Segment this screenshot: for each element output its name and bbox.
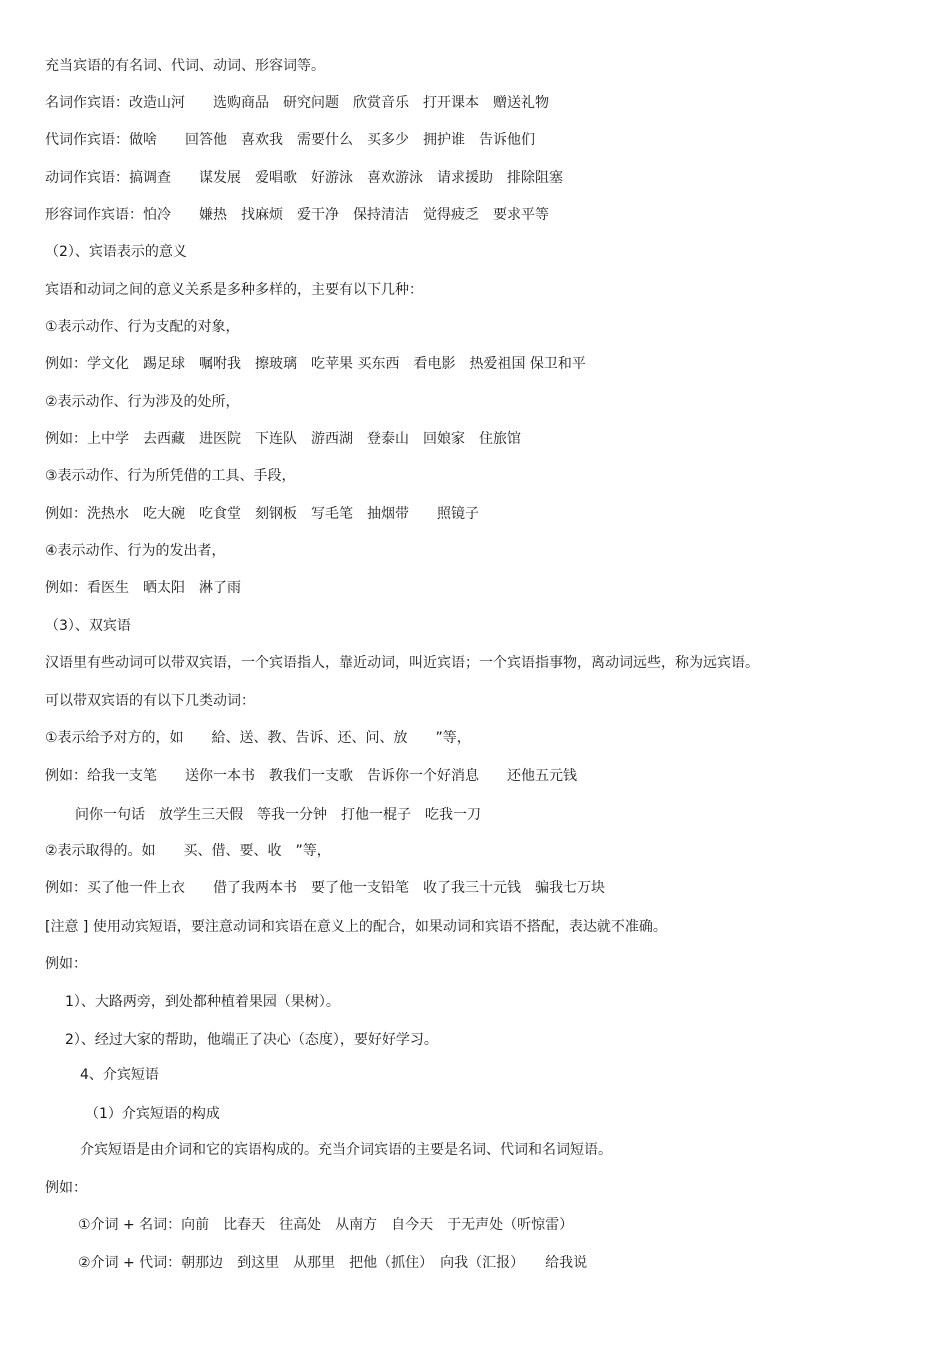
text-line: 例如：上中学 去西藏 进医院 下连队 游西湖 登泰山 回娘家 住旅馆 bbox=[45, 431, 521, 447]
text-line: 例如：洗热水 吃大碗 吃食堂 刻钢板 写毛笔 抽烟带 照镜子 bbox=[45, 506, 479, 522]
text-line: 充当宾语的有名词、代词、动词、形容词等。 bbox=[45, 58, 325, 74]
text-line: ①表示给予对方的，如 給、送、教、告诉、还、问、放 ”等， bbox=[45, 730, 471, 746]
text-line: 可以带双宾语的有以下几类动词： bbox=[45, 693, 255, 709]
text-line: 名词作宾语：改造山河 选购商品 研究问题 欣赏音乐 打开课本 赠送礼物 bbox=[45, 95, 549, 111]
text-line: 例如：学文化 踢足球 嘱咐我 擦玻璃 吃苹果 买东西 看电影 热爱祖国 保卫和平 bbox=[45, 356, 586, 372]
example-line: 2）、经过大家的帮助，他端正了决心（态度），要好好学习。 bbox=[65, 1032, 438, 1048]
text-line: ④表示动作、行为的发出者， bbox=[45, 543, 226, 559]
text-line: 例如： bbox=[45, 956, 87, 972]
text-line: 动词作宾语：搞调查 谋发展 爱唱歌 好游泳 喜欢游泳 请求援助 排除阻塞 bbox=[45, 170, 563, 186]
note-line: [注意 ] 使用动宾短语，要注意动词和宾语在意义上的配合，如果动词和宾语不搭配，表达就不准确。 bbox=[45, 919, 667, 935]
text-line: 例如： bbox=[45, 1180, 87, 1196]
text-line: 例如：买了他一件上衣 借了我两本书 要了他一支铅笔 收了我三十元钱 骗我七万块 bbox=[45, 880, 605, 896]
section-heading: 4、介宾短语 bbox=[80, 1067, 159, 1083]
text-line: ③表示动作、行为所凭借的工具、手段， bbox=[45, 468, 296, 484]
text-line: 汉语里有些动词可以带双宾语，一个宾语指人，靠近动词，叫近宾语；一个宾语指事物，离动词远些，称为远宾语。 bbox=[45, 655, 759, 671]
example-line: ②介词 + 代词：朝那边 到这里 从那里 把他（抓住） 向我（汇报） 给我说 bbox=[78, 1255, 588, 1271]
text-line: 例如：给我一支笔 送你一本书 教我们一支歌 告诉你一个好消息 还他五元钱 bbox=[45, 768, 577, 784]
text-line: 介宾短语是由介词和它的宾语构成的。充当介词宾语的主要是名词、代词和名词短语。 bbox=[80, 1142, 612, 1158]
text-line: 例如：看医生 晒太阳 淋了雨 bbox=[45, 580, 241, 596]
example-line: 1）、大路两旁，到处都种植着果园（果树）。 bbox=[65, 994, 340, 1010]
section-heading: （2）、宾语表示的意义 bbox=[45, 244, 187, 260]
text-line: 宾语和动词之间的意义关系是多种多样的，主要有以下几种： bbox=[45, 282, 423, 298]
text-line: ②表示取得的。如 买、借、要、收 ”等， bbox=[45, 843, 331, 859]
text-line: 形容词作宾语：怕冷 嫌热 找麻烦 爱干净 保持清洁 觉得疲乏 要求平等 bbox=[45, 207, 549, 223]
section-heading: （3）、双宾语 bbox=[45, 618, 131, 634]
text-line: 问你一句话 放学生三天假 等我一分钟 打他一棍子 吃我一刀 bbox=[75, 807, 481, 823]
subsection-heading: （1）介宾短语的构成 bbox=[85, 1106, 220, 1122]
example-line: ①介词 + 名词：向前 比春天 往高处 从南方 自今天 于无声处（听惊雷） bbox=[78, 1217, 574, 1233]
text-line: ②表示动作、行为涉及的处所， bbox=[45, 394, 240, 410]
text-line: 代词作宾语：做啥 回答他 喜欢我 需要什么 买多少 拥护谁 告诉他们 bbox=[45, 132, 535, 148]
text-line: ①表示动作、行为支配的对象， bbox=[45, 319, 240, 335]
